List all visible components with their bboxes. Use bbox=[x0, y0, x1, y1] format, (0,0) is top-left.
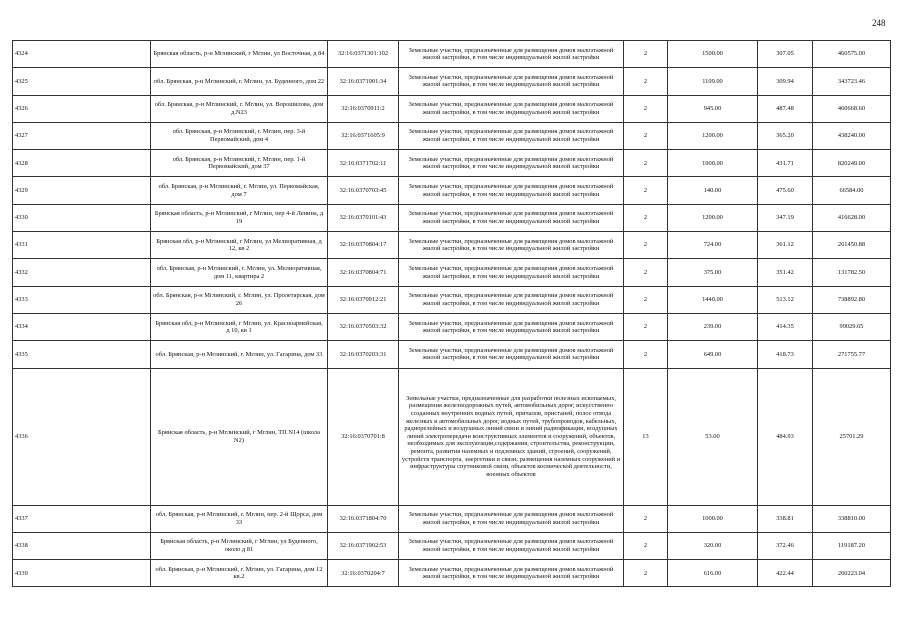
table-row bbox=[13, 150, 891, 177]
address-cell: обл. Брянская, р-н Мглинский, г. Мглин, ул. Пролетарская, дом 26 bbox=[151, 286, 328, 313]
rate-cell: 475.60 bbox=[758, 177, 813, 204]
category-cell: 2 bbox=[624, 286, 668, 313]
address-cell: обл. Брянская, р-н Мглинский, г. Мглин, пер. 3-й Первомайский, дом 4 bbox=[151, 122, 328, 149]
row-number: 4331 bbox=[13, 232, 151, 259]
cadastral-number-cell: 32:16:0370804:17 bbox=[328, 232, 399, 259]
land-use-cell: Земельные участки, предназначенные для размещения домов малоэтажной жилой застройки, в том числе индивидуальной жилой застройки bbox=[399, 286, 624, 313]
category-cell: 2 bbox=[624, 204, 668, 231]
cadastral-value-cell: 460668.60 bbox=[813, 95, 891, 122]
cadastral-number-cell: 32:16:0371605:9 bbox=[328, 122, 399, 149]
cadastral-value-cell: 460575.00 bbox=[813, 41, 891, 68]
land-use-cell: Земельные участки, предназначенные для размещения домов малоэтажной жилой застройки, в том числе индивидуальной жилой застройки bbox=[399, 177, 624, 204]
land-use-cell: Земельные участки, предназначенные для размещения домов малоэтажной жилой застройки, в том числе индивидуальной жилой застройки bbox=[399, 532, 624, 559]
row-number: 4332 bbox=[13, 259, 151, 286]
cadastral-value-cell: 271755.77 bbox=[813, 341, 891, 368]
area-cell: 945.00 bbox=[668, 95, 758, 122]
cadastral-number-cell: 32:16:0371901:34 bbox=[328, 68, 399, 95]
row-number: 4333 bbox=[13, 286, 151, 313]
table-body bbox=[13, 41, 891, 587]
category-cell: 2 bbox=[624, 560, 668, 587]
category-cell: 2 bbox=[624, 150, 668, 177]
land-use-cell: Земельные участки, предназначенные для размещения домов малоэтажной жилой застройки, в том числе индивидуальной жилой застройки bbox=[399, 122, 624, 149]
rate-cell: 414.35 bbox=[758, 313, 813, 340]
row-number: 4336 bbox=[13, 368, 151, 505]
table-row bbox=[13, 313, 891, 340]
category-cell: 2 bbox=[624, 122, 668, 149]
table-row bbox=[13, 122, 891, 149]
cadastral-number-cell: 32:16:0370912:21 bbox=[328, 286, 399, 313]
area-cell: 375.00 bbox=[668, 259, 758, 286]
rate-cell: 361.12 bbox=[758, 232, 813, 259]
area-cell: 1200.00 bbox=[668, 204, 758, 231]
cadastral-number-cell: 32:16:0370101:43 bbox=[328, 204, 399, 231]
land-use-cell: Земельные участки, предназначенные для размещения домов малоэтажной жилой застройки, в том числе индивидуальной жилой застройки bbox=[399, 204, 624, 231]
cadastral-value-cell: 261450.88 bbox=[813, 232, 891, 259]
land-use-cell: Земельные участки, предназначенные для размещения домов малоэтажной жилой застройки, в том числе индивидуальной жилой застройки bbox=[399, 150, 624, 177]
row-number: 4327 bbox=[13, 122, 151, 149]
cadastral-number-cell: 32:16:0371902:53 bbox=[328, 532, 399, 559]
cadastral-value-cell: 260223.04 bbox=[813, 560, 891, 587]
area-cell: 724.00 bbox=[668, 232, 758, 259]
address-cell: Брянская обл, р-н Мглинский, г Мглин, ул. Красноармейская, д 10, кв 1 bbox=[151, 313, 328, 340]
category-cell: 2 bbox=[624, 95, 668, 122]
page-number: 248 bbox=[872, 18, 886, 28]
address-cell: обл. Брянская, р-н Мглинский, г. Мглин, ул. Буденного, дом 22 bbox=[151, 68, 328, 95]
table-row bbox=[13, 259, 891, 286]
row-number: 4329 bbox=[13, 177, 151, 204]
row-number: 4325 bbox=[13, 68, 151, 95]
category-cell: 2 bbox=[624, 68, 668, 95]
row-number: 4337 bbox=[13, 505, 151, 532]
land-use-cell: Земельные участки, предназначенные для размещения домов малоэтажной жилой застройки, в том числе индивидуальной жилой застройки bbox=[399, 313, 624, 340]
rate-cell: 431.71 bbox=[758, 150, 813, 177]
cadastral-value-cell: 343723.46 bbox=[813, 68, 891, 95]
cadastral-number-cell: 32:16:0370204:7 bbox=[328, 560, 399, 587]
row-number: 4326 bbox=[13, 95, 151, 122]
land-use-cell: Земельные участки, предназначенные для размещения домов малоэтажной жилой застройки, в том числе индивидуальной жилой застройки bbox=[399, 560, 624, 587]
cadastral-number-cell: 32:16:0370203:31 bbox=[328, 341, 399, 368]
cadastral-value-cell: 820249.00 bbox=[813, 150, 891, 177]
cadastral-value-cell: 66584.00 bbox=[813, 177, 891, 204]
address-cell: обл. Брянская, р-н Мглинский, г. Мглин, ул. Мелиоративная, дом 11, квартира 2 bbox=[151, 259, 328, 286]
rate-cell: 351.42 bbox=[758, 259, 813, 286]
table-row bbox=[13, 204, 891, 231]
cadastral-value-cell: 131782.50 bbox=[813, 259, 891, 286]
row-number: 4330 bbox=[13, 204, 151, 231]
category-cell: 2 bbox=[624, 232, 668, 259]
cadastral-value-cell: 99029.65 bbox=[813, 313, 891, 340]
area-cell: 53.00 bbox=[668, 368, 758, 505]
table-row bbox=[13, 95, 891, 122]
area-cell: 1500.00 bbox=[668, 41, 758, 68]
table-row bbox=[13, 41, 891, 68]
area-cell: 140.00 bbox=[668, 177, 758, 204]
land-use-cell: Земельные участки, предназначенные для разработки полезных ископаемых, размещения железнодорожных путей, автомобильных дорог, искусственно созданных внутренних водных путей, причалов, пристаней, полос отвода железных и автомобильных дорог, водных путей, трубопроводов, кабельных, радиорелейных и воздушных линий связи и линий радиофикации, воздушных линий электропередачи конструктивных элементов и сооружений, объектов, необходимых для эксплуатации,содержания, строительства, реконструкции, ремонта, развития наземных и подземных зданий, строений, сооружений, устройств транспорта, энергетики и связи; размещения наземных сооружений и инфраструктуры спутниковой связи, объектов космической деятельности, военных объектов bbox=[399, 368, 624, 505]
cadastral-value-cell: 416628.00 bbox=[813, 204, 891, 231]
rate-cell: 513.12 bbox=[758, 286, 813, 313]
address-cell: обл. Брянская, р-н Мглинский, г. Мглин, ул. Ворошилова, дом д.N23 bbox=[151, 95, 328, 122]
table-row bbox=[13, 286, 891, 313]
row-number: 4334 bbox=[13, 313, 151, 340]
area-cell: 616.00 bbox=[668, 560, 758, 587]
rate-cell: 372.46 bbox=[758, 532, 813, 559]
rate-cell: 484.93 bbox=[758, 368, 813, 505]
area-cell: 320.00 bbox=[668, 532, 758, 559]
category-cell: 2 bbox=[624, 259, 668, 286]
row-number: 4324 bbox=[13, 41, 151, 68]
row-number: 4335 bbox=[13, 341, 151, 368]
category-cell: 2 bbox=[624, 177, 668, 204]
category-cell: 2 bbox=[624, 505, 668, 532]
land-use-cell: Земельные участки, предназначенные для размещения домов малоэтажной жилой застройки, в том числе индивидуальной жилой застройки bbox=[399, 341, 624, 368]
address-cell: Брянская область, р-н Мглинский, г Мглин, пер 4-й Ленина, д 19 bbox=[151, 204, 328, 231]
table-row bbox=[13, 232, 891, 259]
table-row bbox=[13, 532, 891, 559]
table-row bbox=[13, 560, 891, 587]
table-row bbox=[13, 177, 891, 204]
area-cell: 1109.00 bbox=[668, 68, 758, 95]
area-cell: 1440.00 bbox=[668, 286, 758, 313]
area-cell: 1200.00 bbox=[668, 122, 758, 149]
area-cell: 1900.00 bbox=[668, 150, 758, 177]
address-cell: обл. Брянская, р-н Мглинский, г. Мглин, пер. 2-й Щорса, дом 33 bbox=[151, 505, 328, 532]
land-use-cell: Земельные участки, предназначенные для размещения домов малоэтажной жилой застройки, в том числе индивидуальной жилой застройки bbox=[399, 68, 624, 95]
cadastral-number-cell: 32:16:0370503:32 bbox=[328, 313, 399, 340]
land-use-cell: Земельные участки, предназначенные для размещения домов малоэтажной жилой застройки, в том числе индивидуальной жилой застройки bbox=[399, 505, 624, 532]
row-number: 4339 bbox=[13, 560, 151, 587]
address-cell: обл. Брянская, р-н Мглинский, г. Мглин, ул. Первомайская, дом 7 bbox=[151, 177, 328, 204]
address-cell: обл. Брянская, р-н Мглинский, г. Мглин, ул. Гагарина, дом 12 кв.2 bbox=[151, 560, 328, 587]
category-cell: 2 bbox=[624, 532, 668, 559]
cadastral-number-cell: 32:16:0371702:11 bbox=[328, 150, 399, 177]
rate-cell: 487.48 bbox=[758, 95, 813, 122]
area-cell: 239.00 bbox=[668, 313, 758, 340]
cadastral-value-cell: 438240.00 bbox=[813, 122, 891, 149]
cadastral-number-cell: 32:16:0371804:70 bbox=[328, 505, 399, 532]
table-row bbox=[13, 341, 891, 368]
cadastral-number-cell: 32:16:0370703:45 bbox=[328, 177, 399, 204]
land-use-cell: Земельные участки, предназначенные для размещения домов малоэтажной жилой застройки, в том числе индивидуальной жилой застройки bbox=[399, 259, 624, 286]
address-cell: Брянская область, р-н Мглинский, г Мглин, ул Буденного, около д 81 bbox=[151, 532, 328, 559]
rate-cell: 338.81 bbox=[758, 505, 813, 532]
land-use-cell: Земельные участки, предназначенные для размещения домов малоэтажной жилой застройки, в том числе индивидуальной жилой застройки bbox=[399, 95, 624, 122]
address-cell: Брянская область, р-н Мглинский, г Мглин, ТП N14 (школа N2) bbox=[151, 368, 328, 505]
cadastral-value-table bbox=[12, 40, 891, 587]
address-cell: Брянская область, р-н Мглинский, г Мглин, ул Восточная, д 84 bbox=[151, 41, 328, 68]
cadastral-value-cell: 119187.20 bbox=[813, 532, 891, 559]
land-use-cell: Земельные участки, предназначенные для размещения домов малоэтажной жилой застройки, в том числе индивидуальной жилой застройки bbox=[399, 41, 624, 68]
cadastral-number-cell: 32:16:0371301:102 bbox=[328, 41, 399, 68]
rate-cell: 422.44 bbox=[758, 560, 813, 587]
table-row bbox=[13, 505, 891, 532]
area-cell: 1000.00 bbox=[668, 505, 758, 532]
cadastral-number-cell: 32:16:0370911:2 bbox=[328, 95, 399, 122]
category-cell: 2 bbox=[624, 341, 668, 368]
cadastral-number-cell: 32:16:0370804:71 bbox=[328, 259, 399, 286]
category-cell: 2 bbox=[624, 41, 668, 68]
row-number: 4328 bbox=[13, 150, 151, 177]
address-cell: обл. Брянская, р-н Мглинский, г. Мглин, пер. 1-й Первомайский, дом 37 bbox=[151, 150, 328, 177]
table-row bbox=[13, 68, 891, 95]
area-cell: 649.00 bbox=[668, 341, 758, 368]
cadastral-value-cell: 738892.80 bbox=[813, 286, 891, 313]
cadastral-number-cell: 32:16:0370701:8 bbox=[328, 368, 399, 505]
rate-cell: 365.20 bbox=[758, 122, 813, 149]
cadastral-value-cell: 25701.29 bbox=[813, 368, 891, 505]
table-row bbox=[13, 368, 891, 505]
cadastral-value-cell: 338810.00 bbox=[813, 505, 891, 532]
rate-cell: 307.05 bbox=[758, 41, 813, 68]
category-cell: 13 bbox=[624, 368, 668, 505]
address-cell: Брянская обл, р-н Мглинский, г Мглин, ул Мелиоративная, д 12, кв 2 bbox=[151, 232, 328, 259]
rate-cell: 309.94 bbox=[758, 68, 813, 95]
address-cell: обл. Брянская, р-н Мглинский, г. Мглин, ул. Гагарина, дом 33 bbox=[151, 341, 328, 368]
rate-cell: 418.73 bbox=[758, 341, 813, 368]
rate-cell: 347.19 bbox=[758, 204, 813, 231]
land-use-cell: Земельные участки, предназначенные для размещения домов малоэтажной жилой застройки, в том числе индивидуальной жилой застройки bbox=[399, 232, 624, 259]
row-number: 4338 bbox=[13, 532, 151, 559]
category-cell: 2 bbox=[624, 313, 668, 340]
